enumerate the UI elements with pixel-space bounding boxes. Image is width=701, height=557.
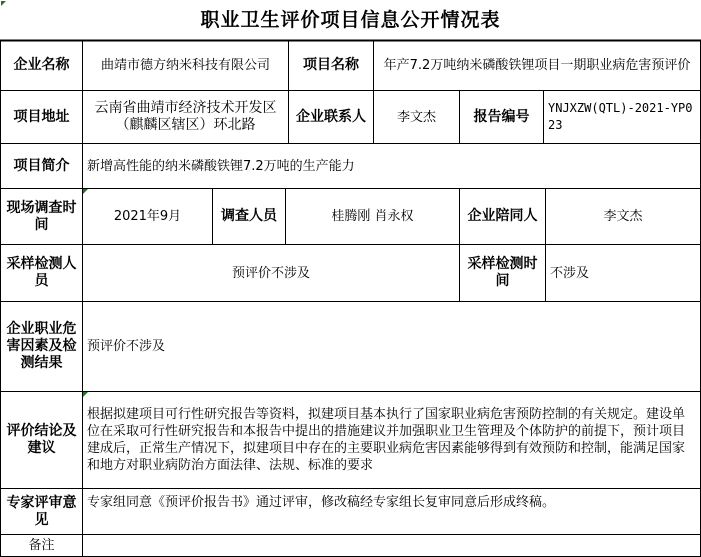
cell-comment-marker [83, 189, 88, 194]
expert-opinion-label: 专家评审意见 [6, 494, 77, 528]
project-intro-label: 项目简介 [13, 157, 70, 174]
project-address-value: 云南省曲靖市经济技术开发区（麒麟区辖区）环北路 [94, 100, 277, 133]
sample-time-value: 不涉及 [550, 265, 590, 281]
surveyor-label: 调查人员 [221, 208, 277, 224]
sample-time-label: 采样检测时间 [467, 256, 538, 289]
survey-time-value: 2021年9月 [113, 209, 182, 224]
page-title: 职业卫生评价项目信息公开情况表 [200, 9, 501, 31]
company-name-label: 企业名称 [13, 57, 70, 73]
hazard-factors-label: 企业职业危害因素及检测结果 [6, 321, 77, 371]
escort-label: 企业陪同人 [467, 208, 538, 224]
project-name-value: 年产7.2万吨纳米磷酸铁锂项目一期职业病危害预评价 [383, 58, 691, 73]
cell-comment-marker [83, 392, 88, 397]
sampler-label: 采样检测人员 [6, 256, 77, 289]
escort-value: 李文杰 [603, 209, 643, 224]
remark-value [83, 535, 700, 556]
project-intro-value: 新增高性能的纳米磷酸铁锂7.2万吨的生产能力 [87, 158, 355, 174]
surveyor-value: 桂腾刚 肖永权 [331, 209, 414, 224]
hazard-factors-value: 预评价不涉及 [87, 339, 166, 354]
conclusion-label: 评价结论及建议 [6, 423, 77, 456]
conclusion-value: 根据拟建项目可行性研究报告等资料，拟建项目基本执行了国家职业病危害预防控制的有关规定。建设单位在采取可行性研究报告和本报告中提出的措施建议并加强职业卫生管理及个体防护的前提下，预计项目建成后，正常生产情况下，拟建项目中存在的主要职业病危害因素能够得到有效预防和控制，能满足国家和地方对职业病防治方面法律、法规、标准的要求 [87, 407, 686, 473]
report-number-label: 报告编号 [473, 108, 530, 125]
project-name-label: 项目名称 [303, 57, 359, 73]
company-contact-value: 李文杰 [396, 109, 436, 125]
report-number-value: YNJXZW(QTL)-2021-YP023 [548, 101, 693, 132]
remark-label: 备注 [28, 538, 55, 553]
expert-opinion-value: 专家组同意《预评价报告书》通过评审，修改稿经专家组长复审同意后形成终稿。 [87, 495, 556, 510]
cell-comment-marker [1, 1, 6, 6]
sampler-value: 预评价不涉及 [231, 265, 310, 281]
company-name-value: 曲靖市德方纳米科技有限公司 [100, 58, 270, 73]
survey-time-label: 现场调查时间 [6, 199, 77, 233]
project-address-label: 项目地址 [13, 108, 70, 125]
company-contact-label: 企业联系人 [296, 108, 366, 125]
